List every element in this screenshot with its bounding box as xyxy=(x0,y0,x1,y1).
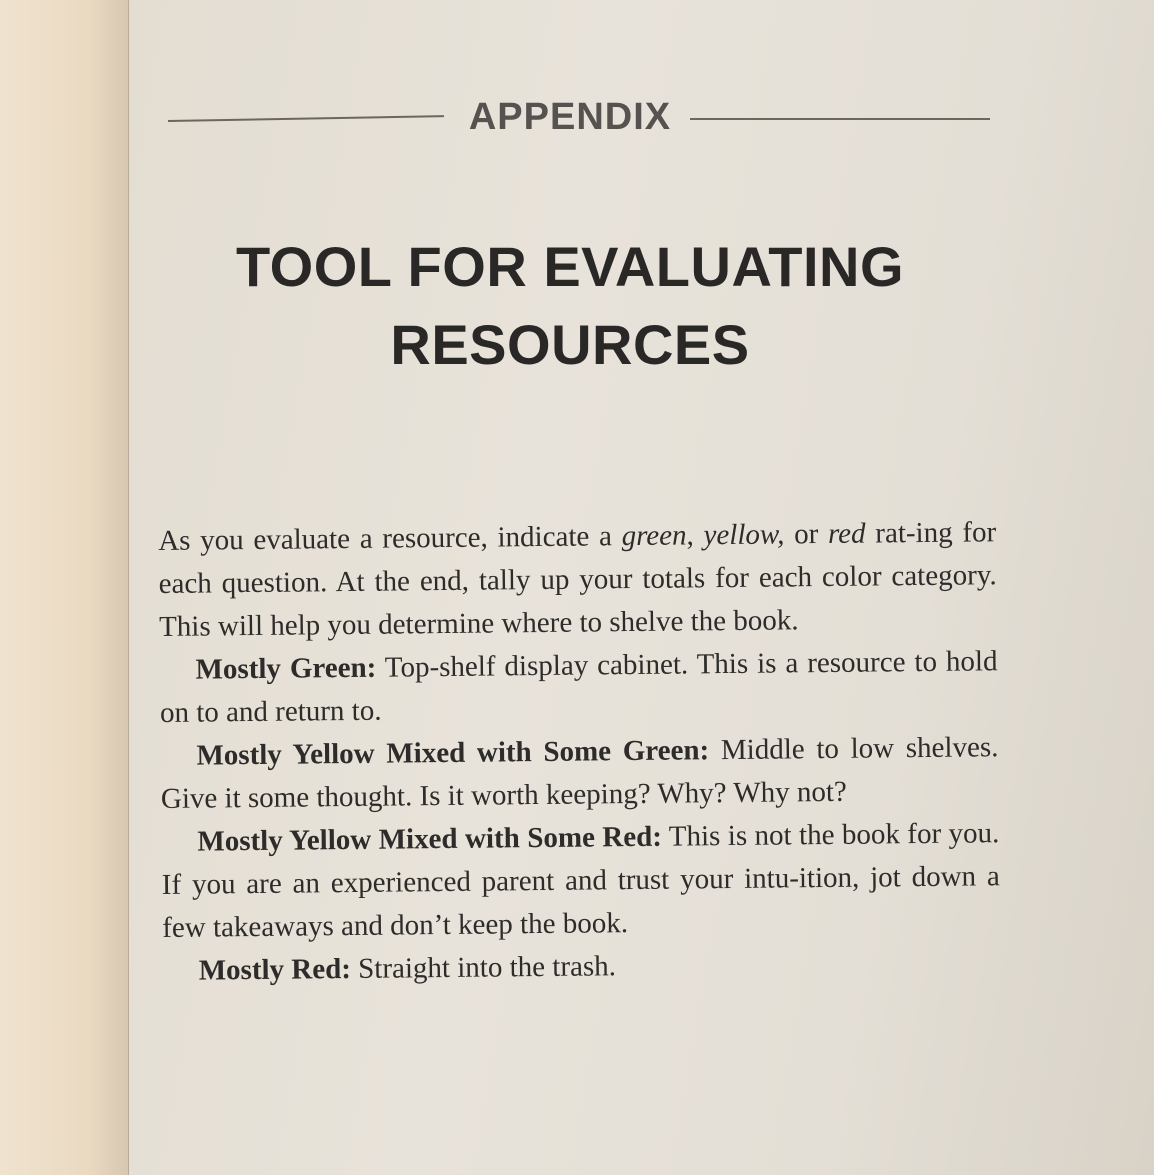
intro-paragraph xyxy=(158,511,997,649)
rating-yellow-green xyxy=(160,726,999,821)
body-text xyxy=(158,511,1001,993)
intro-text-1: As you evaluate a resource, indicate a xyxy=(158,520,622,557)
rating-term: Mostly Yellow Mixed with Some Green: xyxy=(196,734,710,772)
red-word: red xyxy=(827,517,866,550)
section-label: APPENDIX xyxy=(468,96,672,138)
green-word: green xyxy=(621,519,687,553)
header-rule-left xyxy=(168,115,444,122)
rating-text: Top-shelf display cabinet. This is a resource to hold on to and return to. xyxy=(159,645,998,729)
rating-yellow-red xyxy=(161,812,1000,950)
intro-sep-1: , xyxy=(686,519,704,552)
intro-sep-2: or xyxy=(784,517,829,551)
rating-text: Middle to low shelves. Give it some thought. Is it worth keeping? Why? Why not? xyxy=(160,731,999,815)
yellow-word: yellow, xyxy=(703,518,785,552)
title-line-1: TOOL FOR EVALUATING xyxy=(235,234,905,298)
book-binding xyxy=(0,0,129,1175)
appendix-header xyxy=(168,96,990,140)
page-title xyxy=(200,228,940,384)
rating-mostly-green xyxy=(159,640,998,735)
rating-text: Straight into the trash. xyxy=(350,950,617,986)
rating-text: This is not the book for you. If you are an experienced parent and trust your intu-ition, jot down a few takeaways and don’t keep the book. xyxy=(161,817,1000,944)
intro-text-2: rat-ing for each question. At the end, tally up your totals for each color category. This will help you determine where to shelve the book. xyxy=(158,516,997,643)
rating-mostly-red xyxy=(163,941,1001,993)
rating-term: Mostly Red: xyxy=(198,953,352,987)
rating-term: Mostly Green: xyxy=(195,651,377,686)
title-line-2: RESOURCES xyxy=(390,312,750,376)
rating-term: Mostly Yellow Mixed with Some Red: xyxy=(197,820,663,858)
header-rule-right xyxy=(690,118,990,120)
